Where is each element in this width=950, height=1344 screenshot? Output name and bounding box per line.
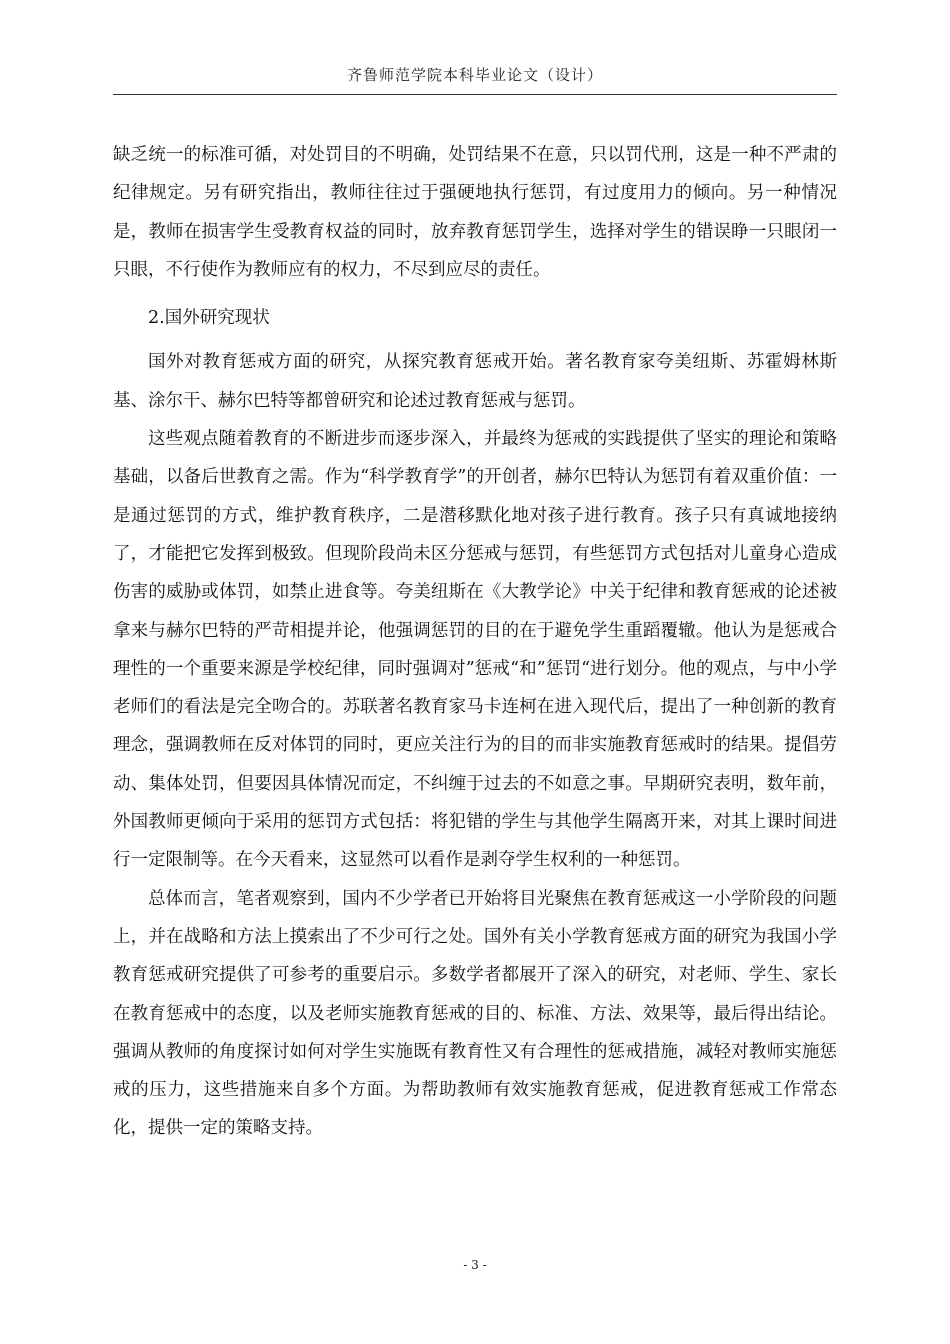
- document-body: [113, 136, 837, 1148]
- paragraph-3: 总体而言，笔者观察到，国内不少学者已开始将目光聚焦在教育惩戒这一小学阶段的问题上，并在战略和方法上摸索出了不少可行之处。国外有关小学教育惩戒方面的研究为我国小学教育惩戒研究提供了可参考的重要启示。多数学者都展开了深入的研究，对老师、学生、家长在教育惩戒中的态度，以及老师实施教育惩戒的目的、标准、方法、效果等，最后得出结论。强调从教师的角度探讨如何对学生实施既有教育性又有合理性的惩戒措施，减轻对教师实施惩戒的压力，这些措施来自多个方面。为帮助教师有效实施教育惩戒，促进教育惩戒工作常态化，提供一定的策略支持。: [113, 888, 837, 1139]
- page-header: 齐鲁师范学院本科毕业论文（设计）: [346, 66, 603, 84]
- page-number: - 3 -: [463, 1258, 487, 1272]
- paragraph-2: 这些观点随着教育的不断进步而逐步深入，并最终为惩戒的实践提供了坚实的理论和策略基础，以备后世教育之需。作为“科学教育学”的开创者，赫尔巴特认为惩罚有着双重价值：一是通过惩罚的方式，维护教育秩序，二是潜移默化地对孩子进行教育。孩子只有真诚地接纳了，才能把它发挥到极致。但现阶段尚未区分惩戒与惩罚，有些惩罚方式包括对儿童身心造成伤害的威胁或体罚，如禁止进食等。夸美纽斯在《大教学论》中关于纪律和教育惩戒的论述被拿来与赫尔巴特的严苛相提并论，他强调惩罚的目的在于避免学生重蹈覆辙。他认为是惩戒合理性的一个重要来源是学校纪律，同时强调对”惩戒“和”惩罚“进行划分。他的观点，与中小学老师们的看法是完全吻合的。苏联著名教育家马卡连柯在进入现代后，提出了一种创新的教育理念，强调教师在反对体罚的同时，更应关注行为的目的而非实施教育惩戒时的结果。提倡劳动、集体处罚，但要因具体情况而定，不纠缠于过去的不如意之事。早期研究表明，数年前，外国教师更倾向于采用的惩罚方式包括：将犯错的学生与其他学生隔离开来，对其上课时间进行一定限制等。在今天看来，这显然可以看作是剥夺学生权利的一种惩罚。: [113, 429, 837, 871]
- header-divider: [113, 94, 837, 95]
- section-heading: 2.国外研究现状: [148, 308, 270, 329]
- paragraph-1: 国外对教育惩戒方面的研究，从探究教育惩戒开始。著名教育家夸美纽斯、苏霍姆林斯基、涂尔干、赫尔巴特等都曾研究和论述过教育惩戒与惩罚。: [113, 352, 837, 411]
- paragraph-continued: 缺乏统一的标准可循，对处罚目的不明确，处罚结果不在意，只以罚代刑，这是一种不严肃的纪律规定。另有研究指出，教师往往过于强硬地执行惩罚，有过度用力的倾向。另一种情况是，教师在损害学生受教育权益的同时，放弃教育惩罚学生，选择对学生的错误睁一只眼闭一只眼，不行使作为教师应有的权力，不尽到应尽的责任。: [113, 145, 837, 280]
